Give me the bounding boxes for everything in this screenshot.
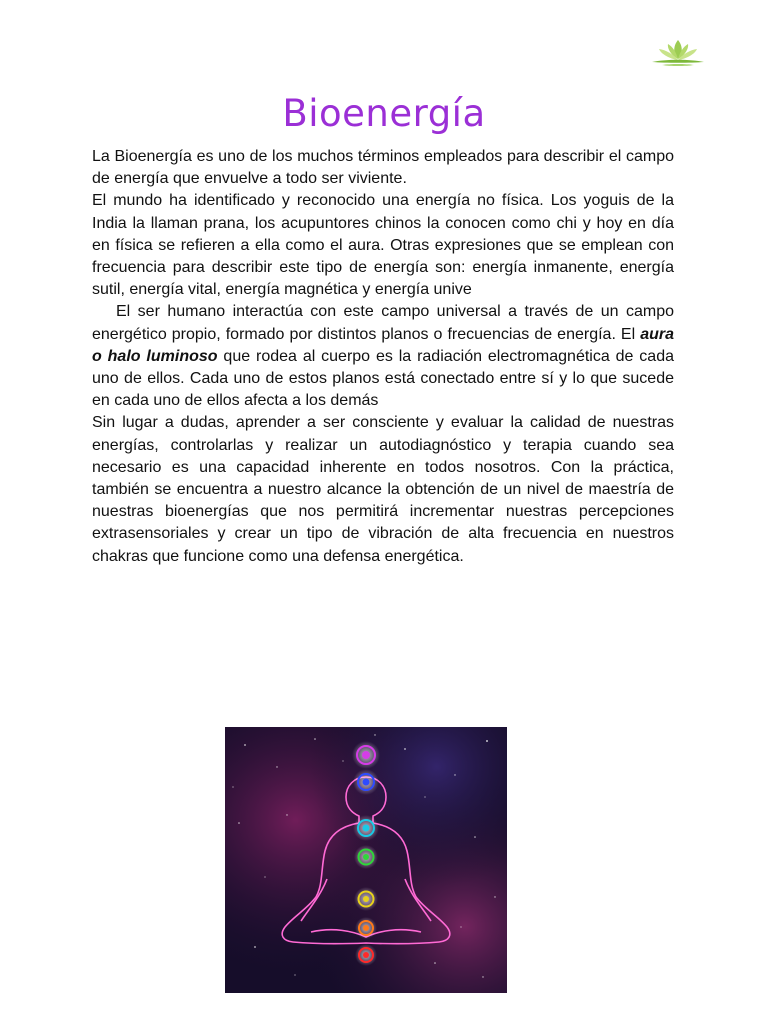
paragraph: La Bioenergía es uno de los muchos términos empleados para describir el campo de energía que envuelve a todo ser viviente. (92, 148, 674, 188)
paragraph: El mundo ha identificado y reconocido una energía no física. Los yoguis de la India la llaman prana, los acupuntores chinos la conocen como chi y hoy en día en física se refieren a ella como el aura. Otras expresiones que se emplean con frecuencia para describir este tipo de energía son: energía inmanente, energía sutil, energía vital, energía magnética y energía unive (92, 192, 674, 299)
emphasis-text: aura o halo luminoso (92, 325, 674, 365)
page-title: Bioenergía (282, 92, 486, 135)
paragraph-text: El ser humano interactúa con este campo universal a través de un campo energético propio, formado por distintos planos o frecuencias de energía. El (92, 303, 674, 343)
paragraph (92, 301, 674, 412)
meditation-chakras-figure-icon (225, 727, 507, 993)
lotus-logo-icon (646, 36, 710, 72)
body-text (92, 146, 674, 568)
paragraph-text: que rodea al cuerpo es la radiación electromagnética de cada uno de ellos. Cada uno de estos planos está conectado entre sí y lo que sucede en cada uno de ellos afecta a los demás (92, 347, 674, 410)
paragraph: Sin lugar a dudas, aprender a ser consciente y evaluar la calidad de nuestras energías, controlarlas y realizar un autodiagnóstico y terapia cuando sea necesario es una capacidad inherente en todos nosotros. Con la práctica, también se encuentra a nuestro alcance la obtención de un nivel de maestría de nuestras bioenergías que nos permitirá incrementar nuestras percepciones extrasensoriales y crear un tipo de vibración de alta frecuencia en nuestros chakras que funcione como una defensa energética. (92, 414, 674, 565)
